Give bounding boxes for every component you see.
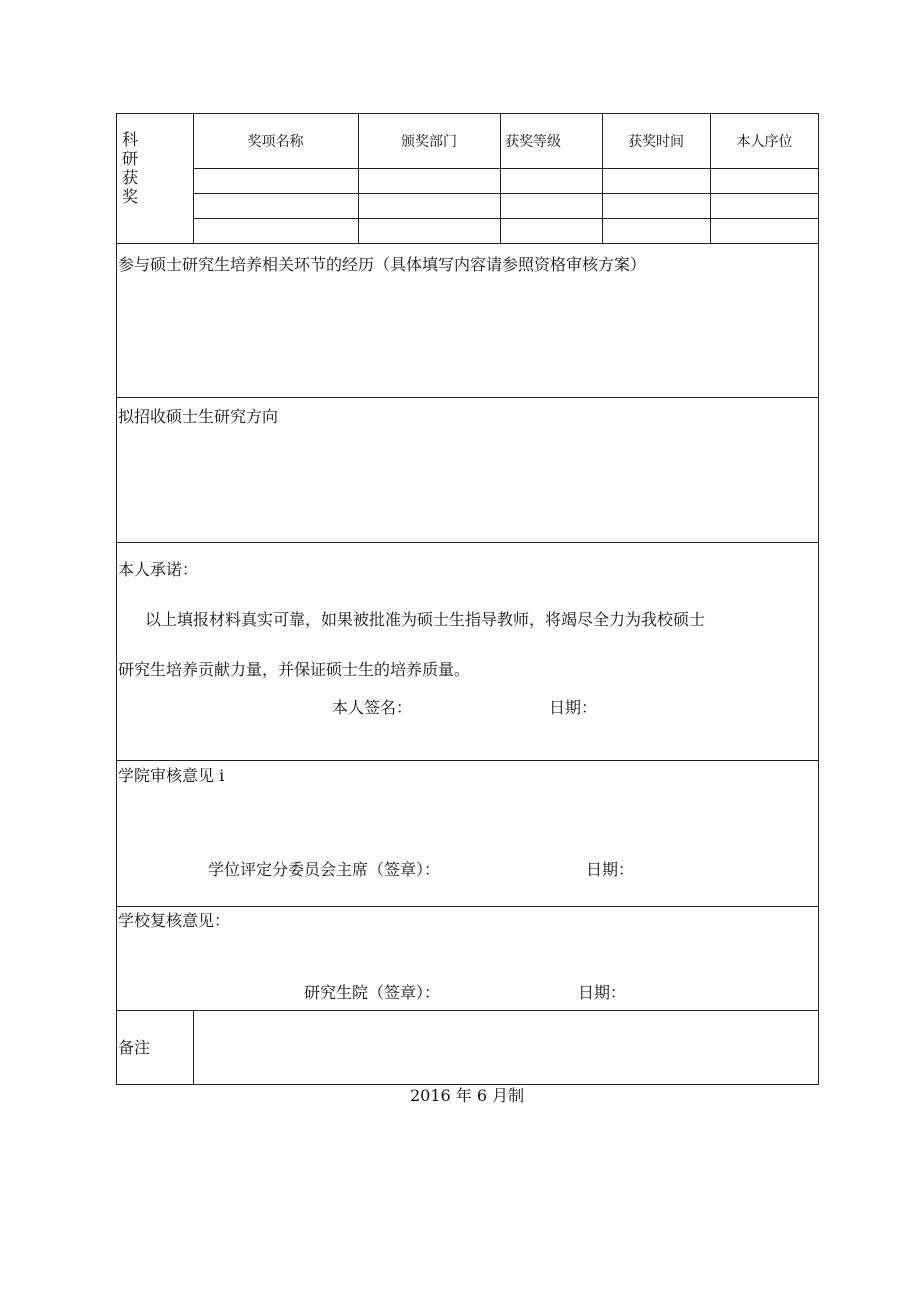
school-review-date-label: 日期：: [578, 983, 627, 1002]
award-cell[interactable]: [194, 194, 358, 218]
pledge-section-bottom: [116, 760, 819, 761]
award-department-header: 颁奖部门: [401, 133, 457, 150]
direction-section-bottom: [116, 542, 819, 543]
award-cell[interactable]: [501, 169, 602, 193]
award-time-header: 获奖时间: [628, 133, 684, 150]
awards-section-bottom: [116, 243, 819, 244]
college-review-bottom: [116, 906, 819, 907]
award-cell[interactable]: [194, 169, 358, 193]
pledge-date-label: 日期：: [549, 698, 598, 717]
award-cell[interactable]: [603, 219, 710, 243]
school-review-label: 学校复核意见：: [118, 911, 231, 930]
remarks-field[interactable]: [195, 1012, 817, 1083]
remarks-divider: [193, 1010, 194, 1085]
award-cell[interactable]: [359, 169, 500, 193]
pledge-line-2: 研究生培养贡献力量，并保证硕士生的培养质量。: [118, 660, 471, 679]
experience-section-bottom: [116, 397, 819, 398]
awards-side-char: 科: [121, 130, 138, 149]
award-rank-header: 本人序位: [736, 133, 793, 150]
pledge-title: 本人承诺：: [118, 560, 199, 579]
award-cell[interactable]: [501, 219, 602, 243]
experience-label: 参与硕士研究生培养相关环节的经历（具体填写内容请参照资格审核方案）: [118, 255, 647, 274]
footer-made-date: 2016 年 6 月制: [410, 1086, 525, 1105]
college-review-signature-label: 学位评定分委员会主席（签章）：: [208, 860, 441, 879]
award-cell[interactable]: [603, 194, 710, 218]
award-cell[interactable]: [711, 169, 818, 193]
awards-side-char: 奖: [121, 187, 138, 206]
college-review-label: 学院审核意见 i: [118, 766, 225, 785]
pledge-line-1: 以上填报材料真实可靠，如果被批准为硕士生指导教师，将竭尽全力为我校硕士: [145, 610, 706, 629]
award-name-header: 奖项名称: [247, 133, 304, 150]
awards-side-label: [120, 130, 140, 206]
award-cell[interactable]: [711, 219, 818, 243]
award-cell[interactable]: [194, 219, 358, 243]
award-cell[interactable]: [603, 169, 710, 193]
award-cell[interactable]: [711, 194, 818, 218]
awards-side-char: 研: [121, 149, 138, 168]
award-cell[interactable]: [359, 219, 500, 243]
college-review-date-label: 日期：: [586, 860, 635, 879]
award-cell[interactable]: [501, 194, 602, 218]
school-review-bottom: [116, 1010, 819, 1011]
school-review-signature-label: 研究生院（签章）：: [304, 983, 441, 1002]
direction-label: 拟招收硕士生研究方向: [118, 407, 279, 426]
award-cell[interactable]: [359, 194, 500, 218]
remarks-label: 备注: [118, 1038, 151, 1057]
experience-field[interactable]: [118, 280, 816, 395]
pledge-signature-label: 本人签名：: [332, 698, 413, 717]
direction-field[interactable]: [118, 432, 816, 540]
awards-side-char: 获: [121, 168, 138, 187]
award-level-header: 获奖等级: [505, 133, 561, 150]
